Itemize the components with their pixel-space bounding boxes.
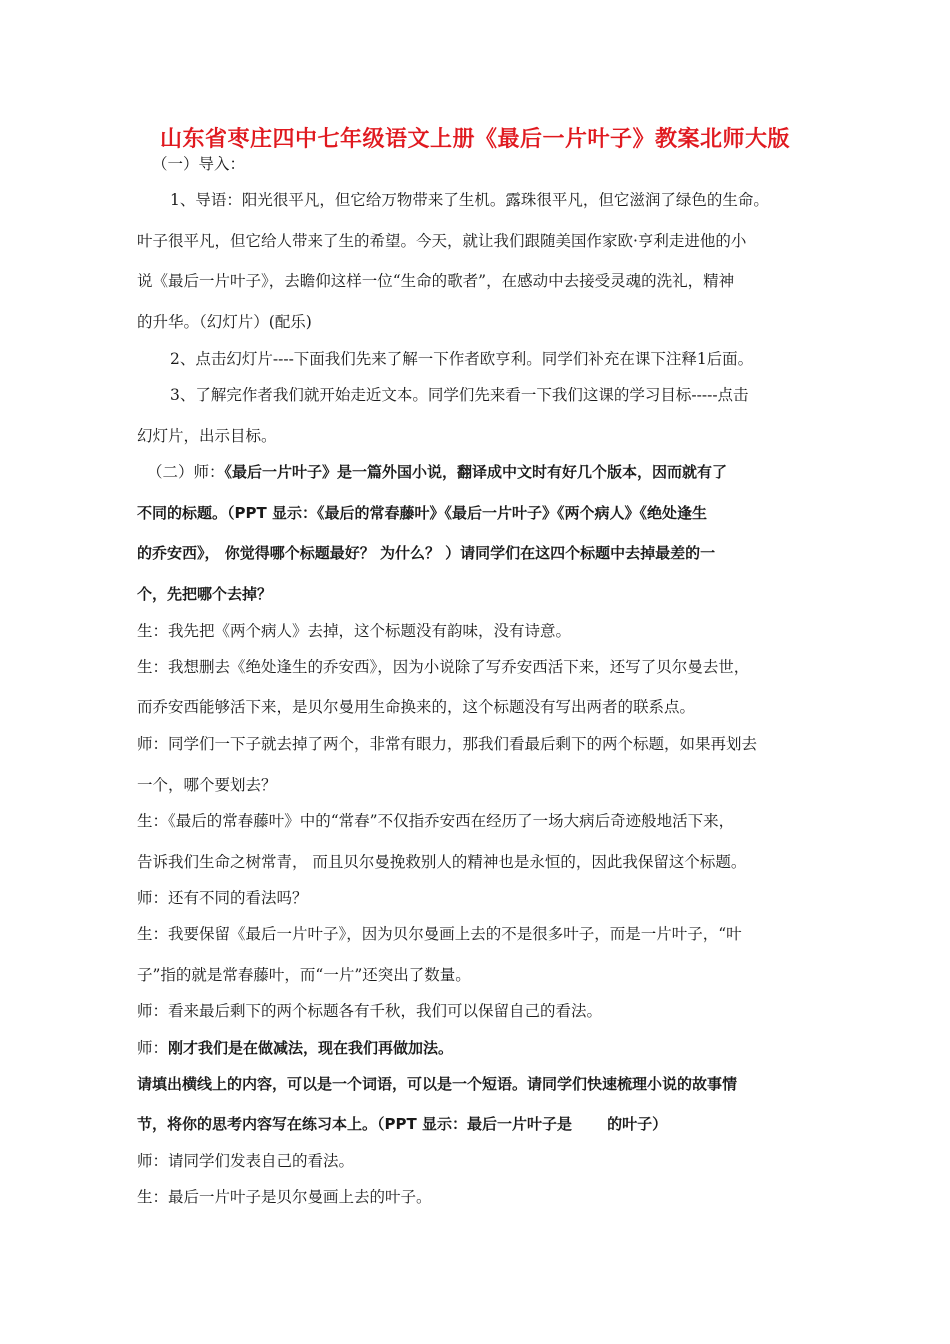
- bold-paragraph-line: 不同的标题。（PPT 显示：《最后的常春藤叶》《最后一片叶子》《两个病人》《绝处逢生: [137, 504, 707, 522]
- dialogue-line: 师：请同学们发表自己的看法。: [137, 1152, 355, 1170]
- bold-text: 《最后一片叶子》是一篇外国小说，翻译成中文时有好几个版本，因而就有了: [224, 463, 728, 481]
- dialogue-line: 生：《最后的常春藤叶》中的“常春”不仅指乔安西在经历了一场大病后奇迹般地活下来，: [137, 812, 735, 830]
- dialogue-line: 子”指的就是常春藤叶，而“一片”还突出了数量。: [137, 966, 471, 984]
- document-title: 山东省枣庄四中七年级语文上册《最后一片叶子》教案北师大版: [159, 127, 790, 152]
- section-heading-intro: （一）导入：: [152, 155, 246, 173]
- dialogue-line: 师：同学们一下子就去掉了两个，非常有眼力，那我们看最后剩下的两个标题，如果再划去: [137, 735, 758, 753]
- paragraph-line: 的升华。（幻灯片）(配乐): [137, 313, 312, 331]
- dialogue-line: 生：最后一片叶子是贝尔曼画上去的叶子。: [137, 1188, 432, 1206]
- dialogue-line: 告诉我们生命之树常青， 而且贝尔曼挽救别人的精神也是永恒的，因此我保留这个标题。: [137, 853, 747, 871]
- dialogue-line: 生：我先把《两个病人》去掉，这个标题没有韵味，没有诗意。: [137, 622, 572, 640]
- dialogue-line: 生：我要保留《最后一片叶子》，因为贝尔曼画上去的不是很多叶子，而是一片叶子，“叶: [137, 925, 742, 943]
- paragraph-line: 3、了解完作者我们就开始走近文本。同学们先来看一下我们这课的学习目标-----点击: [170, 386, 749, 404]
- bold-paragraph-line: 的乔安西》， 你觉得哪个标题最好？ 为什么？ ）请同学们在这四个标题中去掉最差的一: [137, 544, 716, 562]
- dialogue-line: 师：看来最后剩下的两个标题各有千秋，我们可以保留自己的看法。: [137, 1002, 603, 1020]
- paragraph-line: 1、导语：阳光很平凡，但它给万物带来了生机。露珠很平凡，但它滋润了绿色的生命。: [170, 191, 769, 209]
- dialogue-line: 生：我想删去《绝处逢生的乔安西》，因为小说除了写乔安西活下来，还写了贝尔曼去世，: [137, 658, 750, 676]
- speaker-label: （二）师：: [147, 463, 225, 481]
- paragraph-line: 2、点击幻灯片----下面我们先来了解一下作者欧亨利。同学们补充在课下注释1后面。: [170, 350, 754, 368]
- bold-paragraph-line: 请填出横线上的内容，可以是一个词语，可以是一个短语。请同学们快速梳理小说的故事情: [137, 1075, 738, 1093]
- bold-paragraph-line: 个，先把哪个去掉？: [137, 585, 273, 603]
- bold-text: 刚才我们是在做减法，现在我们再做加法。: [168, 1039, 454, 1057]
- dialogue-line: 一个，哪个要划去？: [137, 776, 277, 794]
- bold-paragraph-line: 节，将你的思考内容写在练习本上。（PPT 显示：最后一片叶子是 的叶子）: [137, 1115, 668, 1133]
- speaker-label: 师：: [137, 1039, 169, 1057]
- paragraph-line: 说《最后一片叶子》，去瞻仰这样一位“生命的歌者”，在感动中去接受灵魂的洗礼，精神: [137, 272, 735, 290]
- paragraph-line: 幻灯片，出示目标。: [137, 427, 277, 445]
- dialogue-line: [137, 1038, 453, 1058]
- section-heading-two: [147, 462, 727, 482]
- paragraph-line: 叶子很平凡，但它给人带来了生的希望。今天，就让我们跟随美国作家欧·亨利走进他的小: [137, 232, 747, 250]
- dialogue-line: 而乔安西能够活下来，是贝尔曼用生命换来的，这个标题没有写出两者的联系点。: [137, 698, 696, 716]
- dialogue-line: 师：还有不同的看法吗？: [137, 889, 308, 907]
